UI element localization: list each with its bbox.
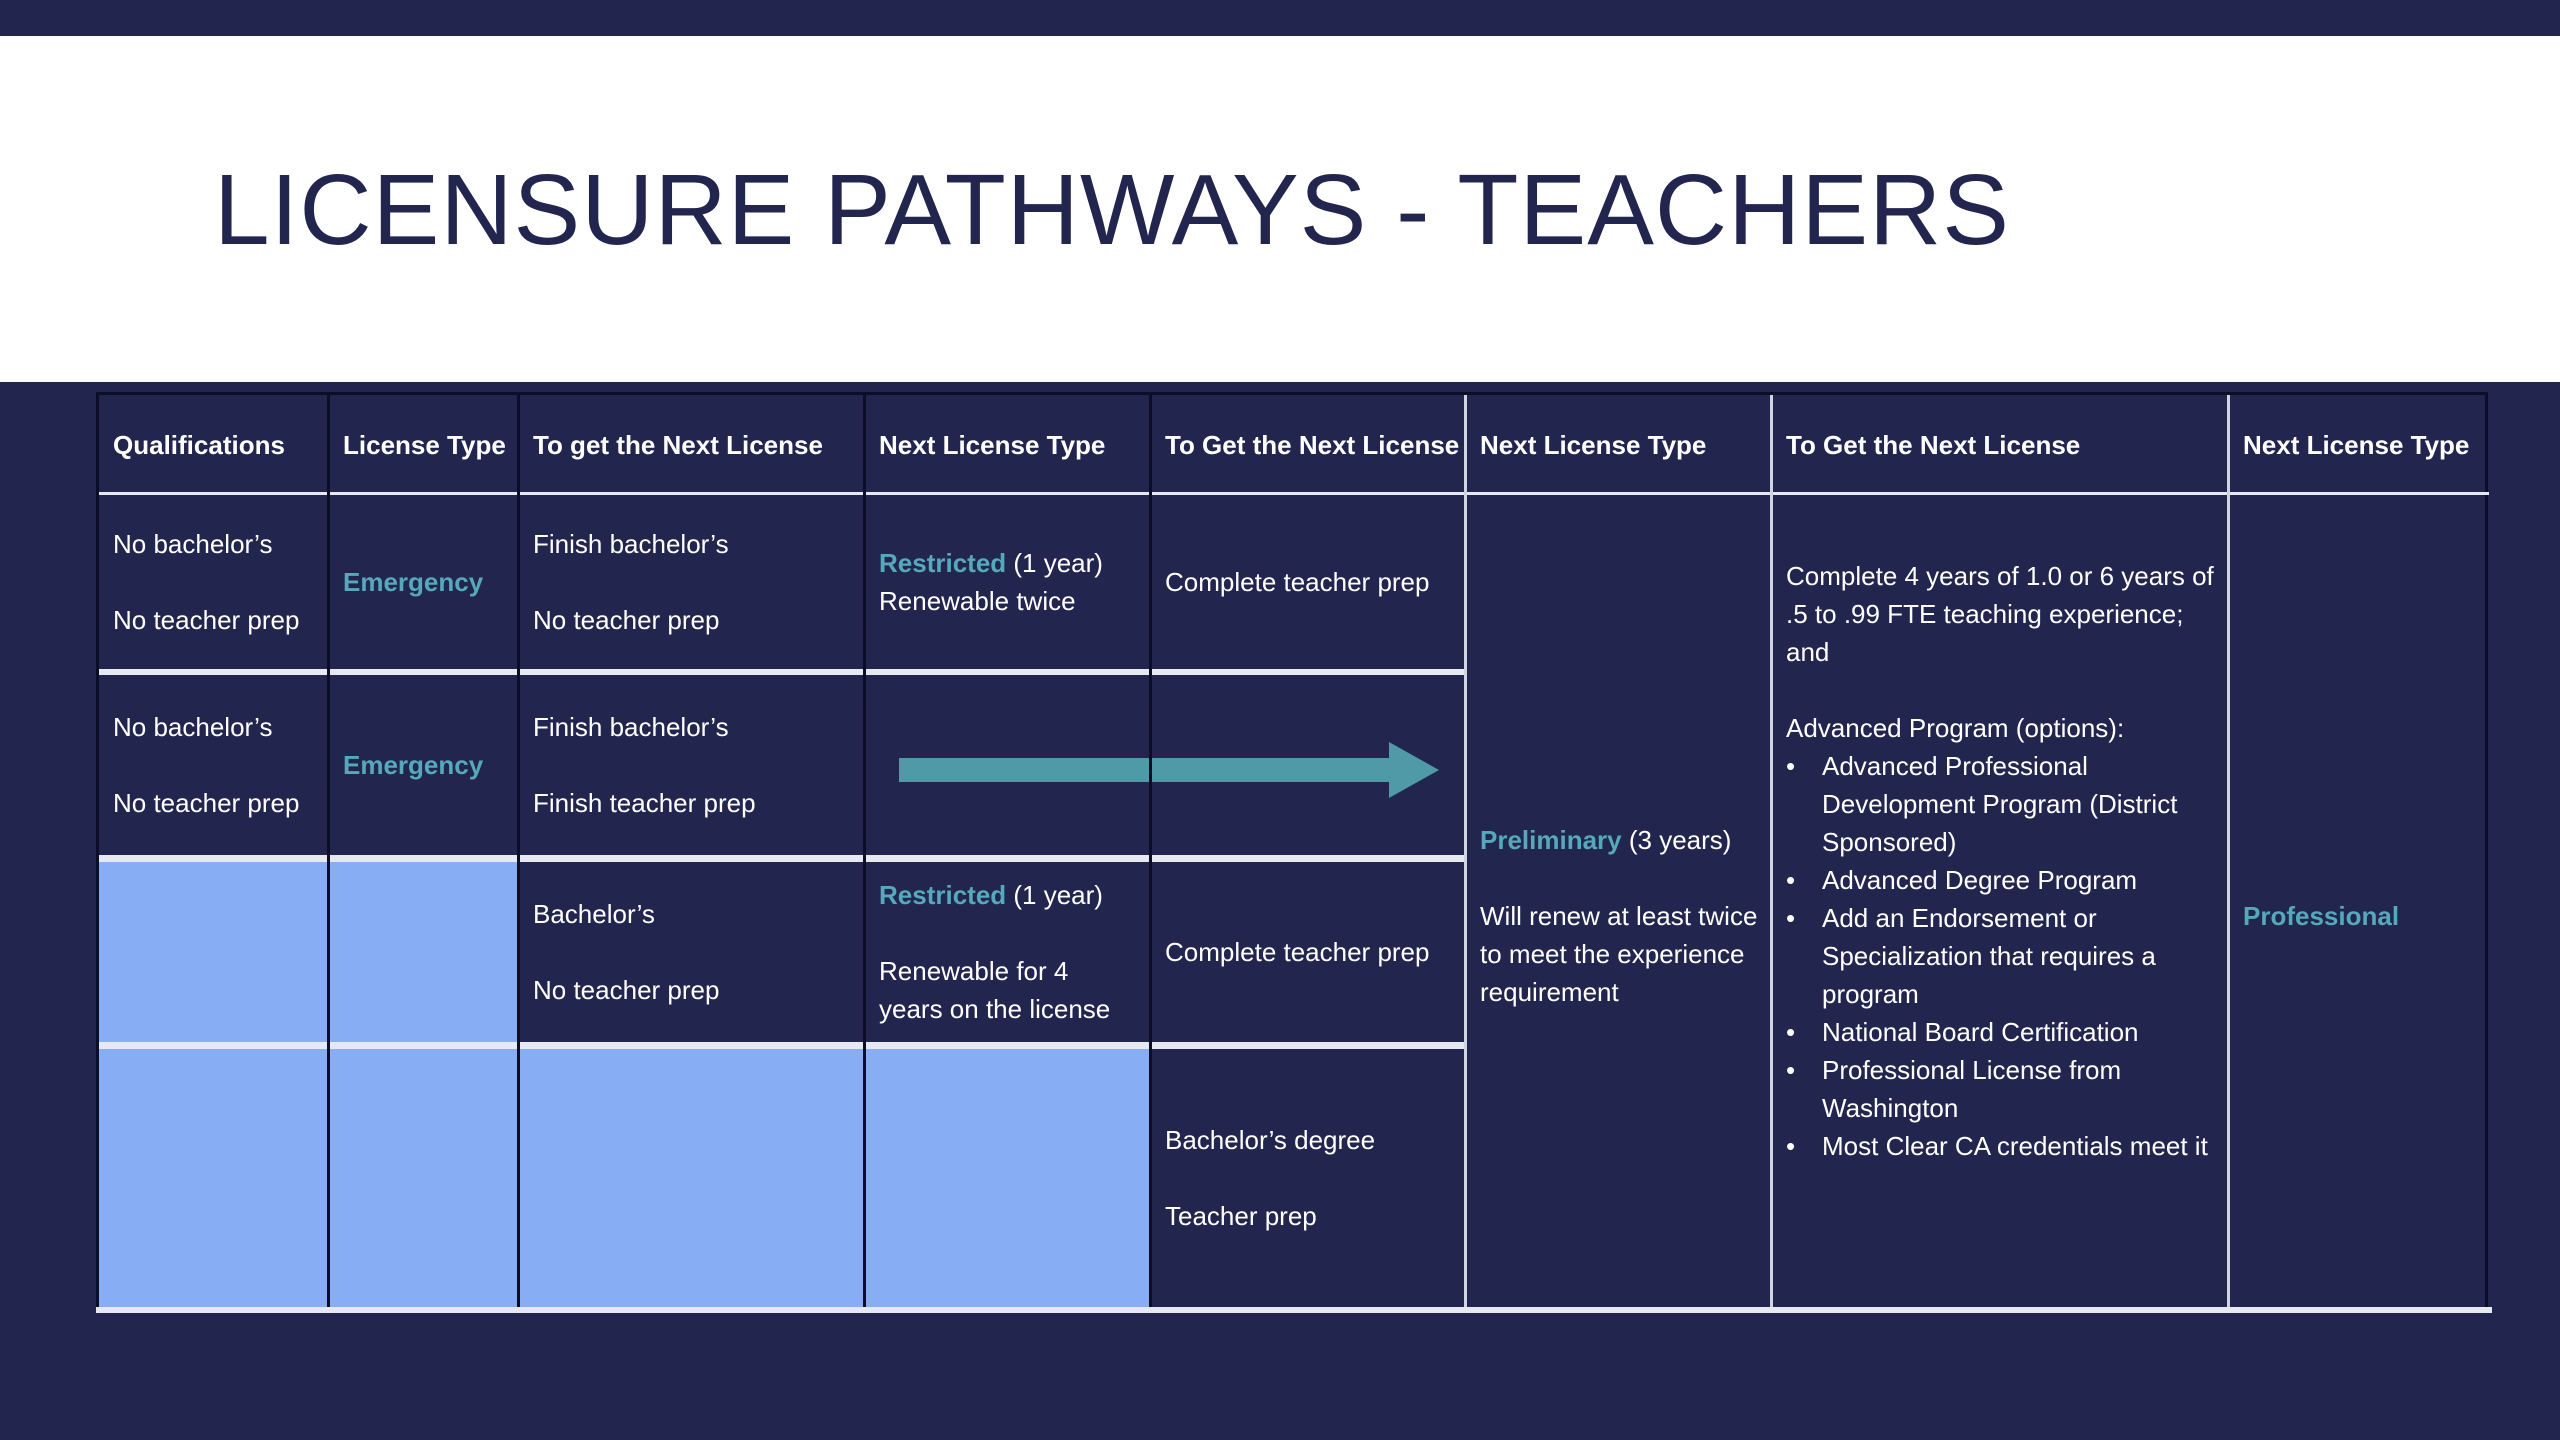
row1-to-get-next: Finish bachelor’s No teacher prep [533, 529, 729, 635]
column-divider [517, 395, 520, 1307]
list-item: • Professional License from Washington [1822, 1051, 2217, 1127]
row-divider [99, 1042, 1466, 1049]
row4-to-get-next-2: Bachelor’s degree Teacher prep [1165, 1125, 1376, 1231]
row1-license-type [329, 495, 519, 669]
list-item: • National Board Certification [1822, 1013, 2217, 1051]
professional-label: Professional [2243, 901, 2400, 931]
header-next-type-2: Next License Type [1480, 429, 1707, 460]
row2-qualifications: No bachelor’s No teacher prep [113, 712, 300, 818]
header-to-get-next-3: To Get the Next License [1786, 429, 2081, 460]
empty-cell [99, 862, 519, 1042]
list-item: • Advanced Degree Program [1822, 861, 2217, 899]
list-item: • Advanced Professional Development Program (District Sponsored) [1822, 747, 2217, 861]
row3-to-get-next: Bachelor’s No teacher prep [533, 899, 720, 1005]
header-next-type-3: Next License Type [2243, 429, 2470, 460]
column-divider [1770, 395, 1773, 1307]
header-license-type: License Type [343, 429, 506, 460]
column-divider [2227, 395, 2230, 1307]
list-item: • Most Clear CA credentials meet it [1822, 1127, 2217, 1165]
arrow-right-icon [899, 742, 1439, 798]
preliminary-cell: Preliminary (3 years) Will renew at least twice to meet the experience requirement [1480, 825, 1758, 1007]
row3-to-get-next-2: Complete teacher prep [1165, 937, 1430, 967]
advanced-program-options [1786, 747, 2217, 1165]
column-divider [1464, 395, 1467, 1307]
row1-next-type: Restricted (1 year) Renewable twice [879, 548, 1103, 616]
requirements-cell: Complete 4 years of 1.0 or 6 years of .5 to .99 FTE teaching experience; and Advanced Program (options): • Advanced Professional Development Program (District Sponsored) • Advanced Degree Program • Add an Endorsement or Specialization that requires a program • National Board Certification • Professional License from Washington • Most Clear CA credentials meet it [1772, 495, 2229, 1307]
list-item: • Add an Endorsement or Specialization that requires a program [1822, 899, 2217, 1013]
row-divider [99, 855, 1466, 862]
header-qualifications: Qualifications [113, 429, 285, 460]
column-divider [327, 395, 330, 1307]
row3-next-type: Restricted (1 year) Renewable for 4 years on the license [879, 880, 1111, 1024]
professional-cell [2229, 495, 2489, 1307]
emergency-label: Emergency [343, 750, 484, 780]
header-next-type-1: Next License Type [879, 429, 1106, 460]
row1-to-get-next-2: Complete teacher prep [1165, 567, 1430, 597]
row-divider [99, 669, 1466, 675]
row2-to-get-next: Finish bachelor’s Finish teacher prep [533, 712, 756, 818]
header-divider [99, 492, 2489, 495]
restricted-label: Restricted [879, 880, 1007, 910]
row2-license-type [329, 675, 519, 855]
header-to-get-next-1: To get the Next License [533, 429, 823, 460]
emergency-label: Emergency [343, 567, 484, 597]
page-title: LICENSURE PATHWAYS - TEACHERS [214, 154, 2010, 266]
column-divider [1149, 395, 1152, 1307]
row1-qualifications: No bachelor’s No teacher prep [113, 529, 300, 635]
licensure-table [96, 392, 2488, 1310]
restricted-label: Restricted [879, 548, 1007, 578]
empty-cell [99, 1049, 1151, 1307]
column-divider [863, 395, 866, 1307]
table-bottom-rule [96, 1307, 2492, 1313]
header-to-get-next-2: To Get the Next License [1165, 429, 1460, 460]
preliminary-label: Preliminary [1480, 825, 1622, 855]
